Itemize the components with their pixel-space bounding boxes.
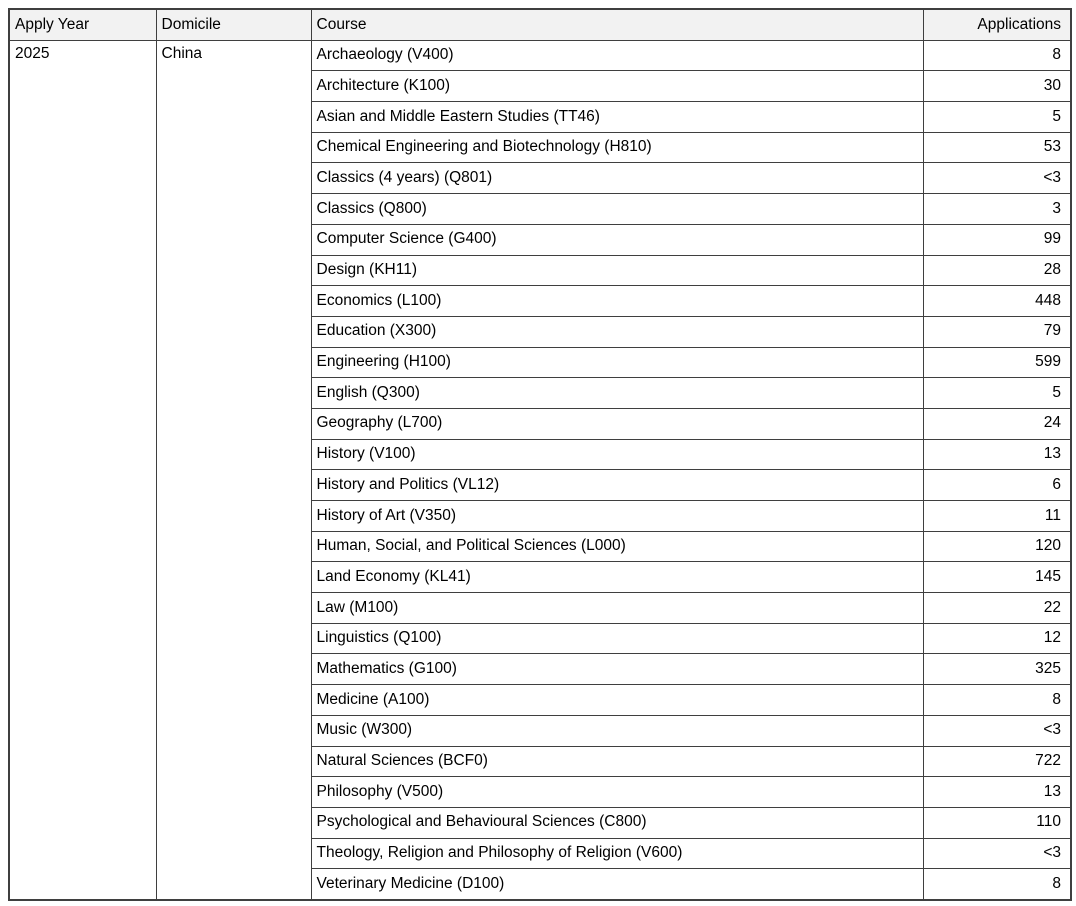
course-cell: Engineering (H100): [311, 347, 923, 378]
applications-cell: 99: [923, 224, 1071, 255]
applications-cell: 448: [923, 286, 1071, 317]
applications-cell: 8: [923, 869, 1071, 900]
applications-cell: 8: [923, 40, 1071, 71]
course-cell: Psychological and Behavioural Sciences (C800): [311, 807, 923, 838]
applications-cell: 599: [923, 347, 1071, 378]
course-cell: Mathematics (G100): [311, 654, 923, 685]
applications-cell: <3: [923, 838, 1071, 869]
applications-cell: 24: [923, 408, 1071, 439]
applications-cell: 145: [923, 562, 1071, 593]
applications-cell: 13: [923, 439, 1071, 470]
column-header-course: Course: [311, 9, 923, 40]
course-cell: History (V100): [311, 439, 923, 470]
applications-cell: <3: [923, 715, 1071, 746]
applications-cell: 13: [923, 777, 1071, 808]
course-cell: Economics (L100): [311, 286, 923, 317]
course-cell: Land Economy (KL41): [311, 562, 923, 593]
course-cell: Classics (Q800): [311, 194, 923, 225]
apply-year-cell: 2025: [9, 40, 156, 900]
course-cell: History and Politics (VL12): [311, 470, 923, 501]
applications-cell: 5: [923, 378, 1071, 409]
domicile-cell: China: [156, 40, 311, 900]
course-cell: Archaeology (V400): [311, 40, 923, 71]
applications-cell: 53: [923, 132, 1071, 163]
course-cell: Law (M100): [311, 593, 923, 624]
table-row: [9, 40, 1071, 71]
applications-cell: 722: [923, 746, 1071, 777]
applications-cell: 79: [923, 316, 1071, 347]
applications-cell: 28: [923, 255, 1071, 286]
course-cell: English (Q300): [311, 378, 923, 409]
course-cell: Medicine (A100): [311, 685, 923, 716]
column-header-apply-year: Apply Year: [9, 9, 156, 40]
applications-cell: 11: [923, 501, 1071, 532]
applications-cell: 120: [923, 531, 1071, 562]
applications-cell: 12: [923, 623, 1071, 654]
applications-cell: 3: [923, 194, 1071, 225]
course-cell: Veterinary Medicine (D100): [311, 869, 923, 900]
course-cell: Linguistics (Q100): [311, 623, 923, 654]
table-body: [9, 40, 1071, 900]
course-cell: Design (KH11): [311, 255, 923, 286]
applications-cell: 22: [923, 593, 1071, 624]
table-header-row: [9, 9, 1071, 40]
applications-cell: 110: [923, 807, 1071, 838]
course-cell: Computer Science (G400): [311, 224, 923, 255]
course-cell: Asian and Middle Eastern Studies (TT46): [311, 102, 923, 133]
applications-cell: <3: [923, 163, 1071, 194]
course-cell: Theology, Religion and Philosophy of Religion (V600): [311, 838, 923, 869]
course-cell: Architecture (K100): [311, 71, 923, 102]
column-header-domicile: Domicile: [156, 9, 311, 40]
course-cell: Chemical Engineering and Biotechnology (H810): [311, 132, 923, 163]
course-cell: Education (X300): [311, 316, 923, 347]
applications-cell: 325: [923, 654, 1071, 685]
course-cell: History of Art (V350): [311, 501, 923, 532]
course-cell: Classics (4 years) (Q801): [311, 163, 923, 194]
applications-table: [8, 8, 1072, 901]
course-cell: Philosophy (V500): [311, 777, 923, 808]
course-cell: Music (W300): [311, 715, 923, 746]
applications-cell: 6: [923, 470, 1071, 501]
course-cell: Human, Social, and Political Sciences (L000): [311, 531, 923, 562]
column-header-applications: Applications: [923, 9, 1071, 40]
course-cell: Natural Sciences (BCF0): [311, 746, 923, 777]
applications-cell: 30: [923, 71, 1071, 102]
course-cell: Geography (L700): [311, 408, 923, 439]
applications-cell: 5: [923, 102, 1071, 133]
applications-cell: 8: [923, 685, 1071, 716]
